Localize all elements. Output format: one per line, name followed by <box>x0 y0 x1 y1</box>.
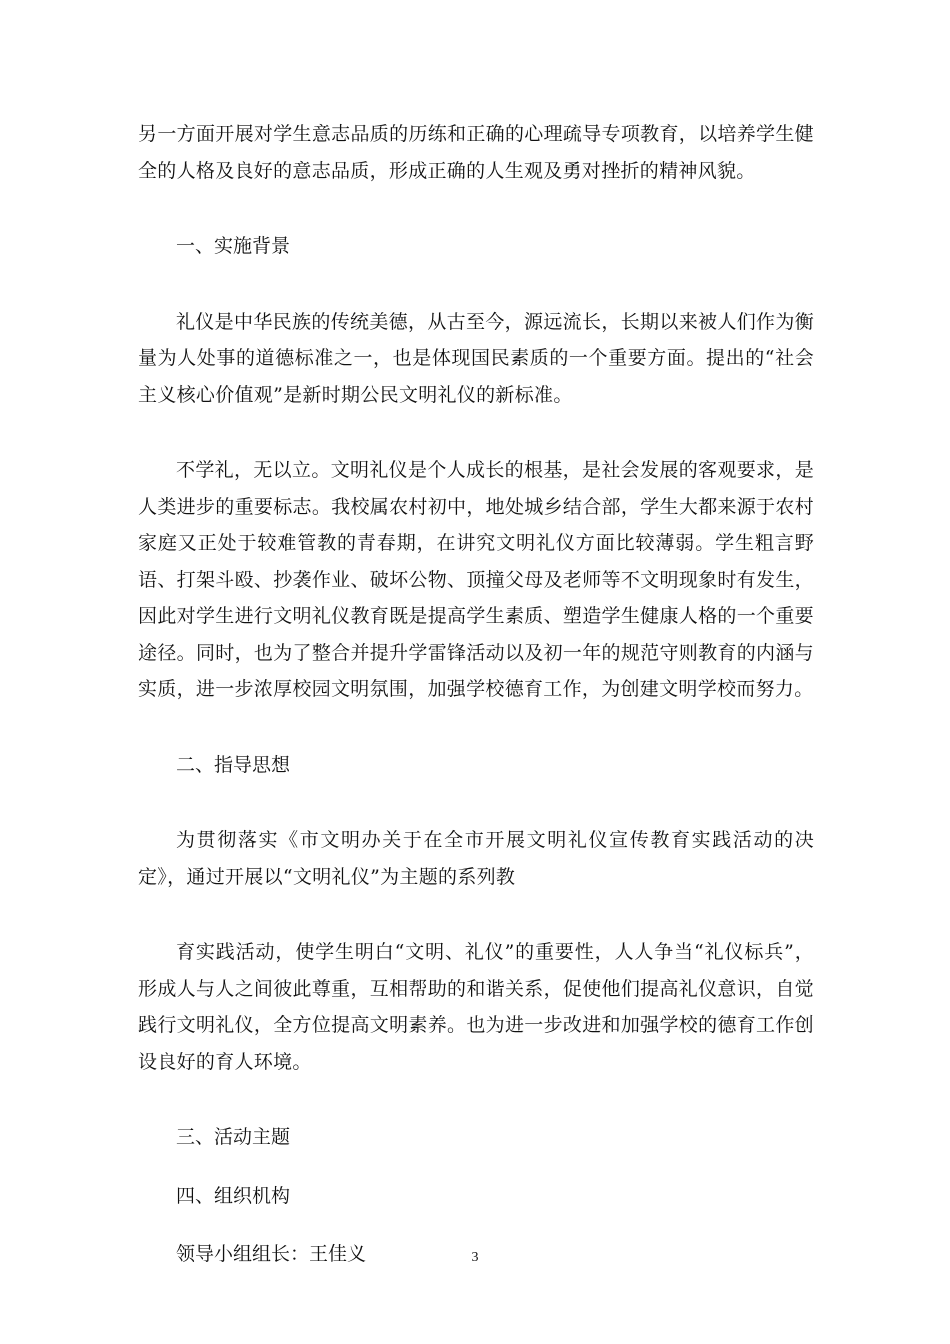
paragraph-guiding-ideology-2: 育实践活动，使学生明白“文明、礼仪”的重要性，人人争当“礼仪标兵”，形成人与人之间彼此尊重，互相帮助的和谐关系，促使他们提高礼仪意识，自觉践行文明礼仪，全方位提高文明素养。也为进一步改进和加强学校的德育工作创设良好的育人环境。 <box>138 941 814 1073</box>
document-body <box>138 116 814 1273</box>
paragraph-guiding-ideology-1: 为贯彻落实《市文明办关于在全市开展文明礼仪宣传教育实践活动的决定》，通过开展以“文明礼仪”为主题的系列教 <box>138 829 814 888</box>
paragraph-background-2: 不学礼，无以立。文明礼仪是个人成长的根基，是社会发展的客观要求，是人类进步的重要标志。我校属农村初中，地处城乡结合部，学生大都来源于农村家庭又正处于较难管教的青春期，在讲究文明礼仪方面比较薄弱。学生粗言野语、打架斗殴、抄袭作业、破坏公物、顶撞父母及老师等不文明现象时有发生，因此对学生进行文明礼仪教育既是提高学生素质、塑造学生健康人格的一个重要途径。同时，也为了整合并提升学雷锋活动以及初一年的规范守则教育的内涵与实质，进一步浓厚校园文明氛围，加强学校德育工作，为创建文明学校而努力。 <box>138 459 814 700</box>
section-heading-organization: 四、组织机构 <box>176 1184 291 1207</box>
paragraph-continuation: 另一方面开展对学生意志品质的历练和正确的心理疏导专项教育，以培养学生健全的人格及良好的意志品质，形成正确的人生观及勇对挫折的精神风貌。 <box>138 123 814 182</box>
page-number: 3 <box>471 1250 479 1265</box>
section-heading-activity-theme: 三、活动主题 <box>176 1126 291 1148</box>
paragraph-background-1: 礼仪是中华民族的传统美德，从古至今，源远流长，长期以来被人们作为衡量为人处事的道德标准之一，也是体现国民素质的一个重要方面。提出的“社会主义核心价值观”是新时期公民文明礼仪的新标准。 <box>138 310 814 406</box>
section-heading-background: 一、实施背景 <box>176 235 291 257</box>
section-heading-guiding-ideology: 二、指导思想 <box>176 753 291 776</box>
paragraph-leader: 领导小组组长：王佳义 <box>176 1243 367 1265</box>
